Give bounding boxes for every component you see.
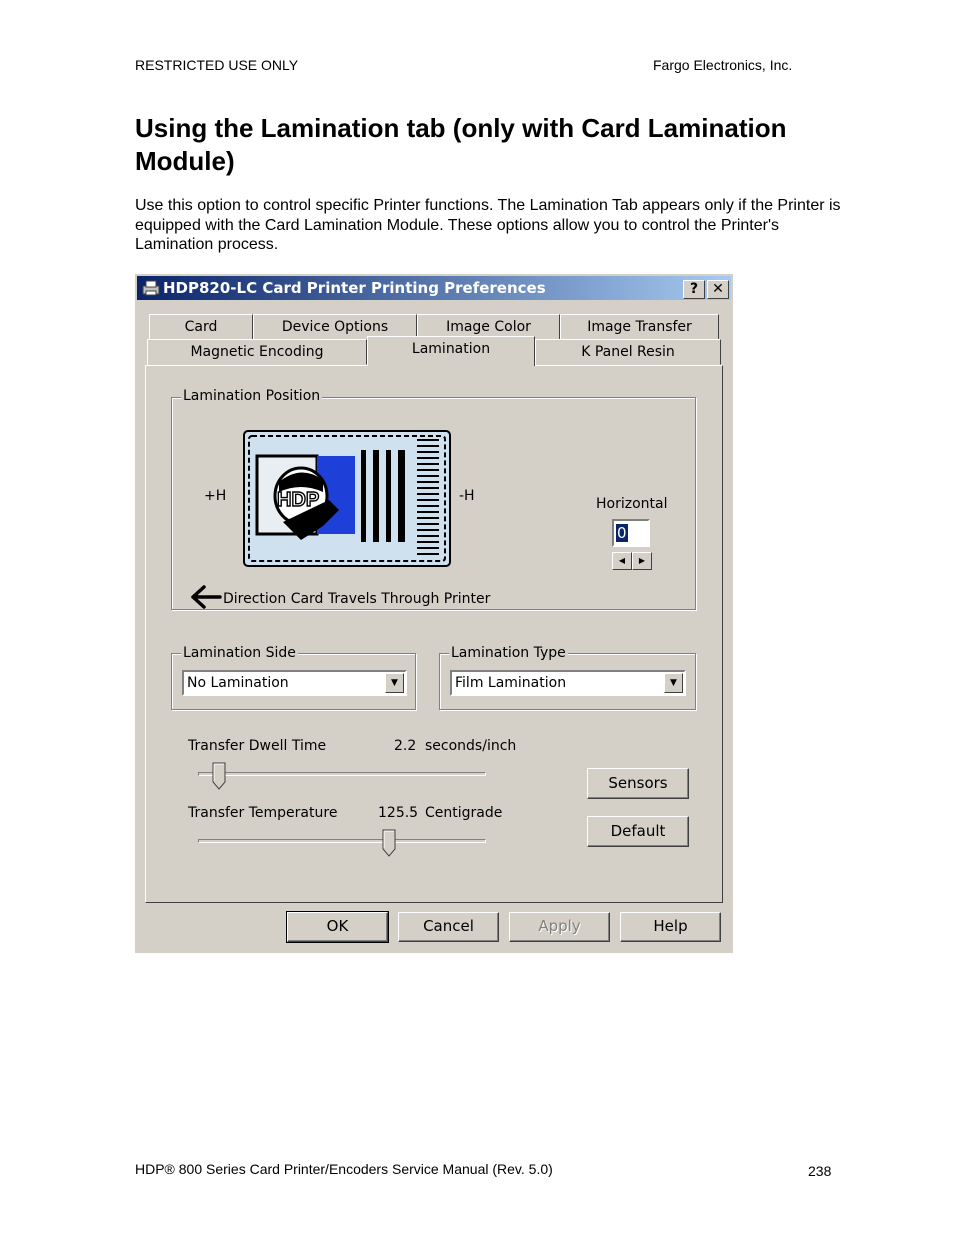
header-restricted: RESTRICTED USE ONLY <box>135 57 299 73</box>
lamination-side-label: Lamination Side <box>183 645 296 661</box>
tab-image-transfer[interactable]: Image Transfer <box>560 314 719 340</box>
tab-k-panel-resin[interactable]: K Panel Resin <box>535 339 721 365</box>
ok-button[interactable]: OK <box>287 912 388 942</box>
intro-paragraph: Use this option to control specific Printer functions. The Lamination Tab appears only if the Printer is equipped with the Card Lamination Module. These options allow you to control the Printer's Lamination process. <box>135 197 841 253</box>
lamination-side-select[interactable] <box>182 670 407 696</box>
horizontal-label: Horizontal <box>596 496 668 512</box>
section-title: Using the Lamination tab (only with Card Lamination Module) <box>135 113 787 176</box>
printing-preferences-dialog <box>135 274 733 953</box>
tab-card[interactable]: Card <box>149 314 253 340</box>
default-button[interactable]: Default <box>587 816 689 847</box>
card-photo-text: HDP <box>277 489 320 511</box>
help-button[interactable]: Help <box>620 912 721 942</box>
dwell-time-unit: seconds/inch <box>425 738 517 754</box>
arrow-left-icon <box>190 585 222 609</box>
minus-h-label: -H <box>459 488 475 504</box>
lamination-side-value: No Lamination <box>187 675 289 691</box>
temperature-value: 125.5 <box>378 805 419 821</box>
lamination-type-label: Lamination Type <box>451 645 566 661</box>
direction-text: Direction Card Travels Through Printer <box>223 591 491 607</box>
temperature-unit: Centigrade <box>425 805 503 821</box>
spin-left-button[interactable]: ◀ <box>612 552 632 570</box>
tab-lamination[interactable]: Lamination <box>367 336 535 366</box>
footer-manual-title: HDP® 800 Series Card Printer/Encoders Service Manual (Rev. 5.0) <box>135 1161 553 1177</box>
header-company: Fargo Electronics, Inc. <box>653 57 793 73</box>
temperature-label: Transfer Temperature <box>188 805 338 821</box>
cancel-button[interactable]: Cancel <box>398 912 499 942</box>
close-button[interactable]: ✕ <box>707 280 729 299</box>
sensors-button[interactable]: Sensors <box>587 768 689 799</box>
lamination-position-label: Lamination Position <box>183 388 321 404</box>
temperature-slider-track <box>198 839 486 843</box>
tab-device-options[interactable]: Device Options <box>253 314 417 340</box>
horizontal-input[interactable] <box>612 519 650 547</box>
lamination-type-value: Film Lamination <box>455 675 567 691</box>
spin-right-button[interactable]: ▶ <box>632 552 652 570</box>
dwell-time-slider-thumb[interactable] <box>212 762 226 790</box>
apply-button[interactable]: Apply <box>509 912 610 942</box>
dialog-titlebar <box>137 276 731 300</box>
dwell-time-value: 2.2 <box>394 738 417 754</box>
card-diagram <box>243 430 451 567</box>
tab-image-color[interactable]: Image Color <box>417 314 560 340</box>
dwell-time-label: Transfer Dwell Time <box>188 738 327 754</box>
tab-magnetic-encoding[interactable]: Magnetic Encoding <box>147 339 367 365</box>
lamination-type-select[interactable] <box>450 670 686 696</box>
page-number: 238 <box>808 1163 832 1179</box>
chevron-down-icon[interactable]: ▼ <box>385 673 404 693</box>
horizontal-value: 0 <box>617 524 627 542</box>
plus-h-label: +H <box>204 488 227 504</box>
dwell-time-slider-track <box>198 772 486 776</box>
temperature-slider-thumb[interactable] <box>382 829 396 857</box>
printer-icon <box>141 279 161 297</box>
lamination-tab-panel <box>145 365 723 903</box>
help-title-button[interactable]: ? <box>683 280 705 299</box>
dialog-title: HDP820-LC Card Printer Printing Preferences <box>163 279 546 297</box>
chevron-down-icon[interactable]: ▼ <box>664 673 683 693</box>
